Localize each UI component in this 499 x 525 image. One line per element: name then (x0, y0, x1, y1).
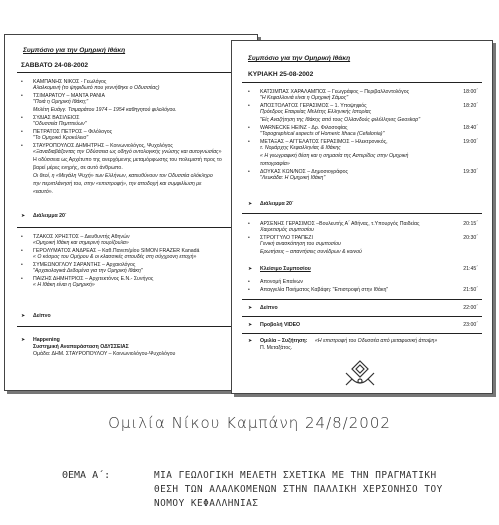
separator (242, 82, 482, 83)
bullet: • (21, 93, 23, 99)
session-topic: «Ξαναδιαβάζοντας την Οδύσσεια ως οδηγό οντολογικής γνώσης και αυτογνωσίας» (33, 149, 222, 155)
bullet: • (21, 234, 23, 240)
session-topic: "Topographical aspects of Homeric Ithaca (Cefalonia)" (260, 131, 385, 137)
session-speaker: ΓΕΡΟΛΥΜΑΤΟΣ ΑΝΔΡΕΑΣ – Καθ.Πανεπ/μίου SIMON FRAZER Kanadá (33, 248, 200, 254)
bullet: • (21, 115, 23, 121)
session-topic: «εαυτό». (33, 189, 54, 195)
session-speaker: βαρεί μέρες ενηρής, σε αυτό άνθρωπο. (33, 165, 123, 171)
day-heading: ΣΑΒΒΑΤΟ 24-08-2002 (21, 62, 89, 69)
bullet: • (248, 235, 250, 241)
bullet: • (248, 287, 250, 293)
closing-label: Κλείσιμο Συμποσίου (260, 266, 311, 272)
program-page-saturday (4, 34, 258, 391)
session-speaker: Η οδύσσεια ως Αρχέτυπο της ανερχόμενης μεταμόρφωσης του πολεμιστή προς το (33, 157, 222, 163)
break-label: Διάλειμμα 20΄ (33, 213, 67, 219)
closing-time: 21:45΄ (463, 266, 478, 272)
session-topic: "Αρχαιολογικά Δεδομένα για την Ομηρική Ιθάκη" (33, 268, 143, 274)
video-label: Προβολή VIDEO (260, 322, 301, 328)
session-speaker: ΔΟΥΚΑΣ ΚΩΝ/ΝΟΣ – Δημοσιογράφος (260, 169, 349, 175)
session-speaker: ΤΖΑΚΟΣ ΧΡΗΣΤΟΣ – Διευθυντής Αθηνών (33, 234, 130, 240)
bullet: • (21, 79, 23, 85)
dinner-label: Δείπνο (260, 305, 278, 311)
caption-title: Ομιλία Νίκου Καμπάνη 24/8/2002 (108, 414, 391, 432)
session-topic: Ερωτήσεις – απαντήσεις συνέδρων & κοινού (260, 249, 362, 255)
thema-line: ΘΕΣΗ ΤΩΝ ΑΛΑΛΚΟΜΕΝΩΝ ΣΤΗΝ ΠΑΛΛΙΚΗ ΧΕΡΣΟΝΗΣΟ ΤΟΥ (154, 484, 443, 495)
separator (17, 72, 247, 73)
bullet: ➤ (21, 213, 26, 219)
session-topic: "Το Ομηρικό Κροκύλειο" (33, 135, 89, 141)
bullet: ➤ (248, 201, 253, 207)
session-time: 19:30΄ (463, 169, 478, 175)
meander-emblem-icon (342, 359, 378, 387)
bullet: ➤ (21, 337, 26, 343)
session-topic: "Οδυσσεία Πεμπτεύων" (33, 121, 87, 127)
bullet: • (248, 103, 250, 109)
closing-item: Απαγγελία Ποιήματος Καβάφη: "Επιστροφή στην Ιθάκη" (260, 287, 389, 293)
session-speaker: ΠΕΤΡΑΤΟΣ ΠΕΤΡΟΣ – Φιλόλογος (33, 129, 113, 135)
bullet: • (248, 279, 250, 285)
session-speaker: ΚΑΜΠΑΝΗΣ ΝΙΚΟΣ - Γεωλόγος (33, 79, 107, 85)
session-topic: "Είς Αναζήτηση της Ιθάκης από τους Ολλανδούς φιλέλληνες Geoskop" (260, 117, 421, 123)
happening-subtitle: Συστημική Αναπαράσταση ΟΔΥΣΣΕΙΑΣ (33, 344, 129, 350)
thema-label: ΘΕΜΑ Α΄: (62, 470, 111, 481)
dinner-label: Δείπνο (33, 313, 51, 319)
session-speaker: ΑΡΣΕΝΗΣ ΓΕΡΑΣΙΜΟΣ –Βουλευτής Α΄ Αθήνας, τ.Υπουργός Παιδείας (260, 221, 420, 227)
closing-item-time: 21:50΄ (463, 287, 478, 293)
closing-item: Απονομή Επαίνων (260, 279, 303, 285)
page-title: Συμπόσιο για την Ομηρική Ιθάκη (248, 55, 351, 62)
session-time: 18:00΄ (463, 89, 478, 95)
bullet: • (21, 276, 23, 282)
program-page-sunday (231, 40, 493, 394)
bullet: ➤ (248, 338, 253, 344)
separator (17, 326, 247, 327)
bullet: ➤ (248, 305, 253, 311)
dinner-time: 22:00΄ (463, 305, 478, 311)
session-topic: την περιπλάνησή του, στην «επιστροφή», την αποδοχή και συμφιλίωση με (33, 181, 202, 187)
session-topic: "Ποιά η Ομηρική Ιθάκη;" (33, 99, 89, 105)
break-label: Διάλειμμα 20΄ (260, 201, 294, 207)
session-topic: "Η Κεφαλλονιά είναι η Ομηρική Σάμος" (260, 95, 349, 101)
bullet: • (21, 143, 23, 149)
session-topic: « Η γεωγραφική θέση και η σημασία της Αστερίδος στην Ομηρική (260, 153, 409, 159)
bullet: • (248, 125, 250, 131)
session-time: 19:00΄ (463, 139, 478, 145)
separator (242, 316, 482, 317)
session-time: 18:20΄ (463, 103, 478, 109)
bullet: • (21, 129, 23, 135)
session-speaker: ΤΣΙΜΑΡΑΤΟΥ – ΜΑΝΤΑ ΡΑΝΙΑ (33, 93, 105, 99)
day-heading: ΚΥΡΙΑΚΗ 25-08-2002 (248, 71, 314, 78)
session-time: 18:40΄ (463, 125, 478, 131)
session-topic: Μελέτη Ευάγγ. Τσιμαράτου 1974 – 1954 καθηγητού φιλολόγου. (33, 107, 177, 113)
session-topic: « Ο κόσμος του Ομήρου & οι κλασσικές σπουδές στη σύγχρονη εποχή» (33, 254, 197, 260)
talk-person: Π. Μεταξάτος. (260, 345, 293, 351)
bullet: • (248, 139, 250, 145)
session-topic: Αλαλκομενή (το ψηφιδωτό που γεννήθηκε ο Οδυσσέας) (33, 85, 160, 91)
session-topic: Χαιρετισμός συμποσίου (260, 227, 314, 233)
session-topic: « Η Ιθάκη είναι η Ομηρική» (33, 282, 95, 288)
session-speaker: ΣΤΡΟΓΓΥΛΟ ΤΡΑΠΕΖΙ (260, 235, 313, 241)
session-speaker: ΠΑΙΖΗΣ ΔΗΜΗΤΡΙΟΣ – Αρχιτεκτόνος Ε.Ν.- Συνήγος (33, 276, 154, 282)
session-topic: Πρόεδρος Εταιρείας Μελέτης Ελληνικής Ιστορίας (260, 109, 372, 115)
thema-line: ΜΙΑ ΓΕΩΛΟΓΙΚΗ ΜΕΛΕΤΗ ΣΧΕΤΙΚΑ ΜΕ ΤΗΝ ΠΡΑΓΜΑΤΙΚΗ (154, 470, 437, 481)
bullet: • (21, 262, 23, 268)
session-speaker: ΣΤΑΥΡΟΠΟΥΛΟΣ ΔΗΜΗΤΡΗΣ – Κοινωνιολόγος, Ψυχολόγος (33, 143, 173, 149)
page-title: Συμπόσιο για την Ομηρική Ιθάκη (23, 47, 126, 54)
session-topic: «Ομηρική Ιθάκη και σημερινή τουρίζουλα» (33, 240, 129, 246)
separator (242, 213, 482, 214)
bullet: • (21, 248, 23, 254)
session-topic: τοπογραφία» (260, 161, 290, 167)
happening-title: Happening (33, 337, 60, 343)
thema-line: ΝΟΜΟΥ ΚΕΦΑΛΛΗΝΙΑΣ (154, 498, 259, 509)
session-speaker: ΣΥΜΕΩΝΟΓΛΟΥ ΣΑΡΑΝΤΗΣ – Αρχαιολόγος (33, 262, 136, 268)
session-topic: Οι θεοί, η «Μεγάλη Ψυχή» των Ελλήνων, κατευθύνουν τον Οδυσσέα ολόκληρο (33, 173, 213, 179)
session-speaker: ΚΑΤΣΙΜΠΑΣ ΧΑΡΑΛΑΜΠΟΣ – Γεωγράφος – Περιβαλλοντολόγος (260, 89, 410, 95)
bullet: • (248, 169, 250, 175)
bullet: • (248, 89, 250, 95)
bullet: ➤ (248, 322, 253, 328)
session-topic: τ. Νομάρχης Κεφαλληνίας & Ιθάκης (260, 145, 341, 151)
session-topic: Γενική ανασκόπηση του συμποσίου (260, 241, 341, 247)
session-speaker: ΜΕΤΑΞΑΣ – ΑΓΓΕΛΑΤΟΣ ΓΕΡΑΣΙΜΟΣ – Ηλεκτρονικός, (260, 139, 388, 145)
session-speaker: ΑΠΟΣΤΟΛΑΤΟΣ ΓΕΡΑΣΙΜΟΣ – 1. Υποψηφιός (260, 103, 367, 109)
happening-group: Ομάδα: ΔΗΜ. ΣΤΑΥΡΟΠΟΥΛΟΥ – Κοινωνιολόγου-Ψυχολόγου (33, 351, 176, 357)
bullet: ➤ (248, 266, 253, 272)
session-topic: "Λευκάδα: Η Ομηρική Ιθάκη" (260, 175, 326, 181)
video-time: 23:00΄ (463, 322, 478, 328)
separator (17, 227, 247, 228)
separator (242, 333, 482, 334)
separator (242, 299, 482, 300)
session-speaker: WARNECKE HEINZ - Δρ. Φιλοσοφίας (260, 125, 348, 131)
session-speaker: ΣΥΔΙΑΣ ΒΑΣΙΛΕΙΟΣ (33, 115, 80, 121)
session-time: 20:15΄ (463, 221, 478, 227)
bullet: ➤ (21, 313, 26, 319)
talk-subtitle: «Η επιστροφή του Οδυσσέα από μεταφυσική άποψη» (315, 338, 438, 344)
talk-label: Ομιλία – Συζήτηση: (260, 338, 308, 344)
session-time: 20:30΄ (463, 235, 478, 241)
bullet: • (248, 221, 250, 227)
